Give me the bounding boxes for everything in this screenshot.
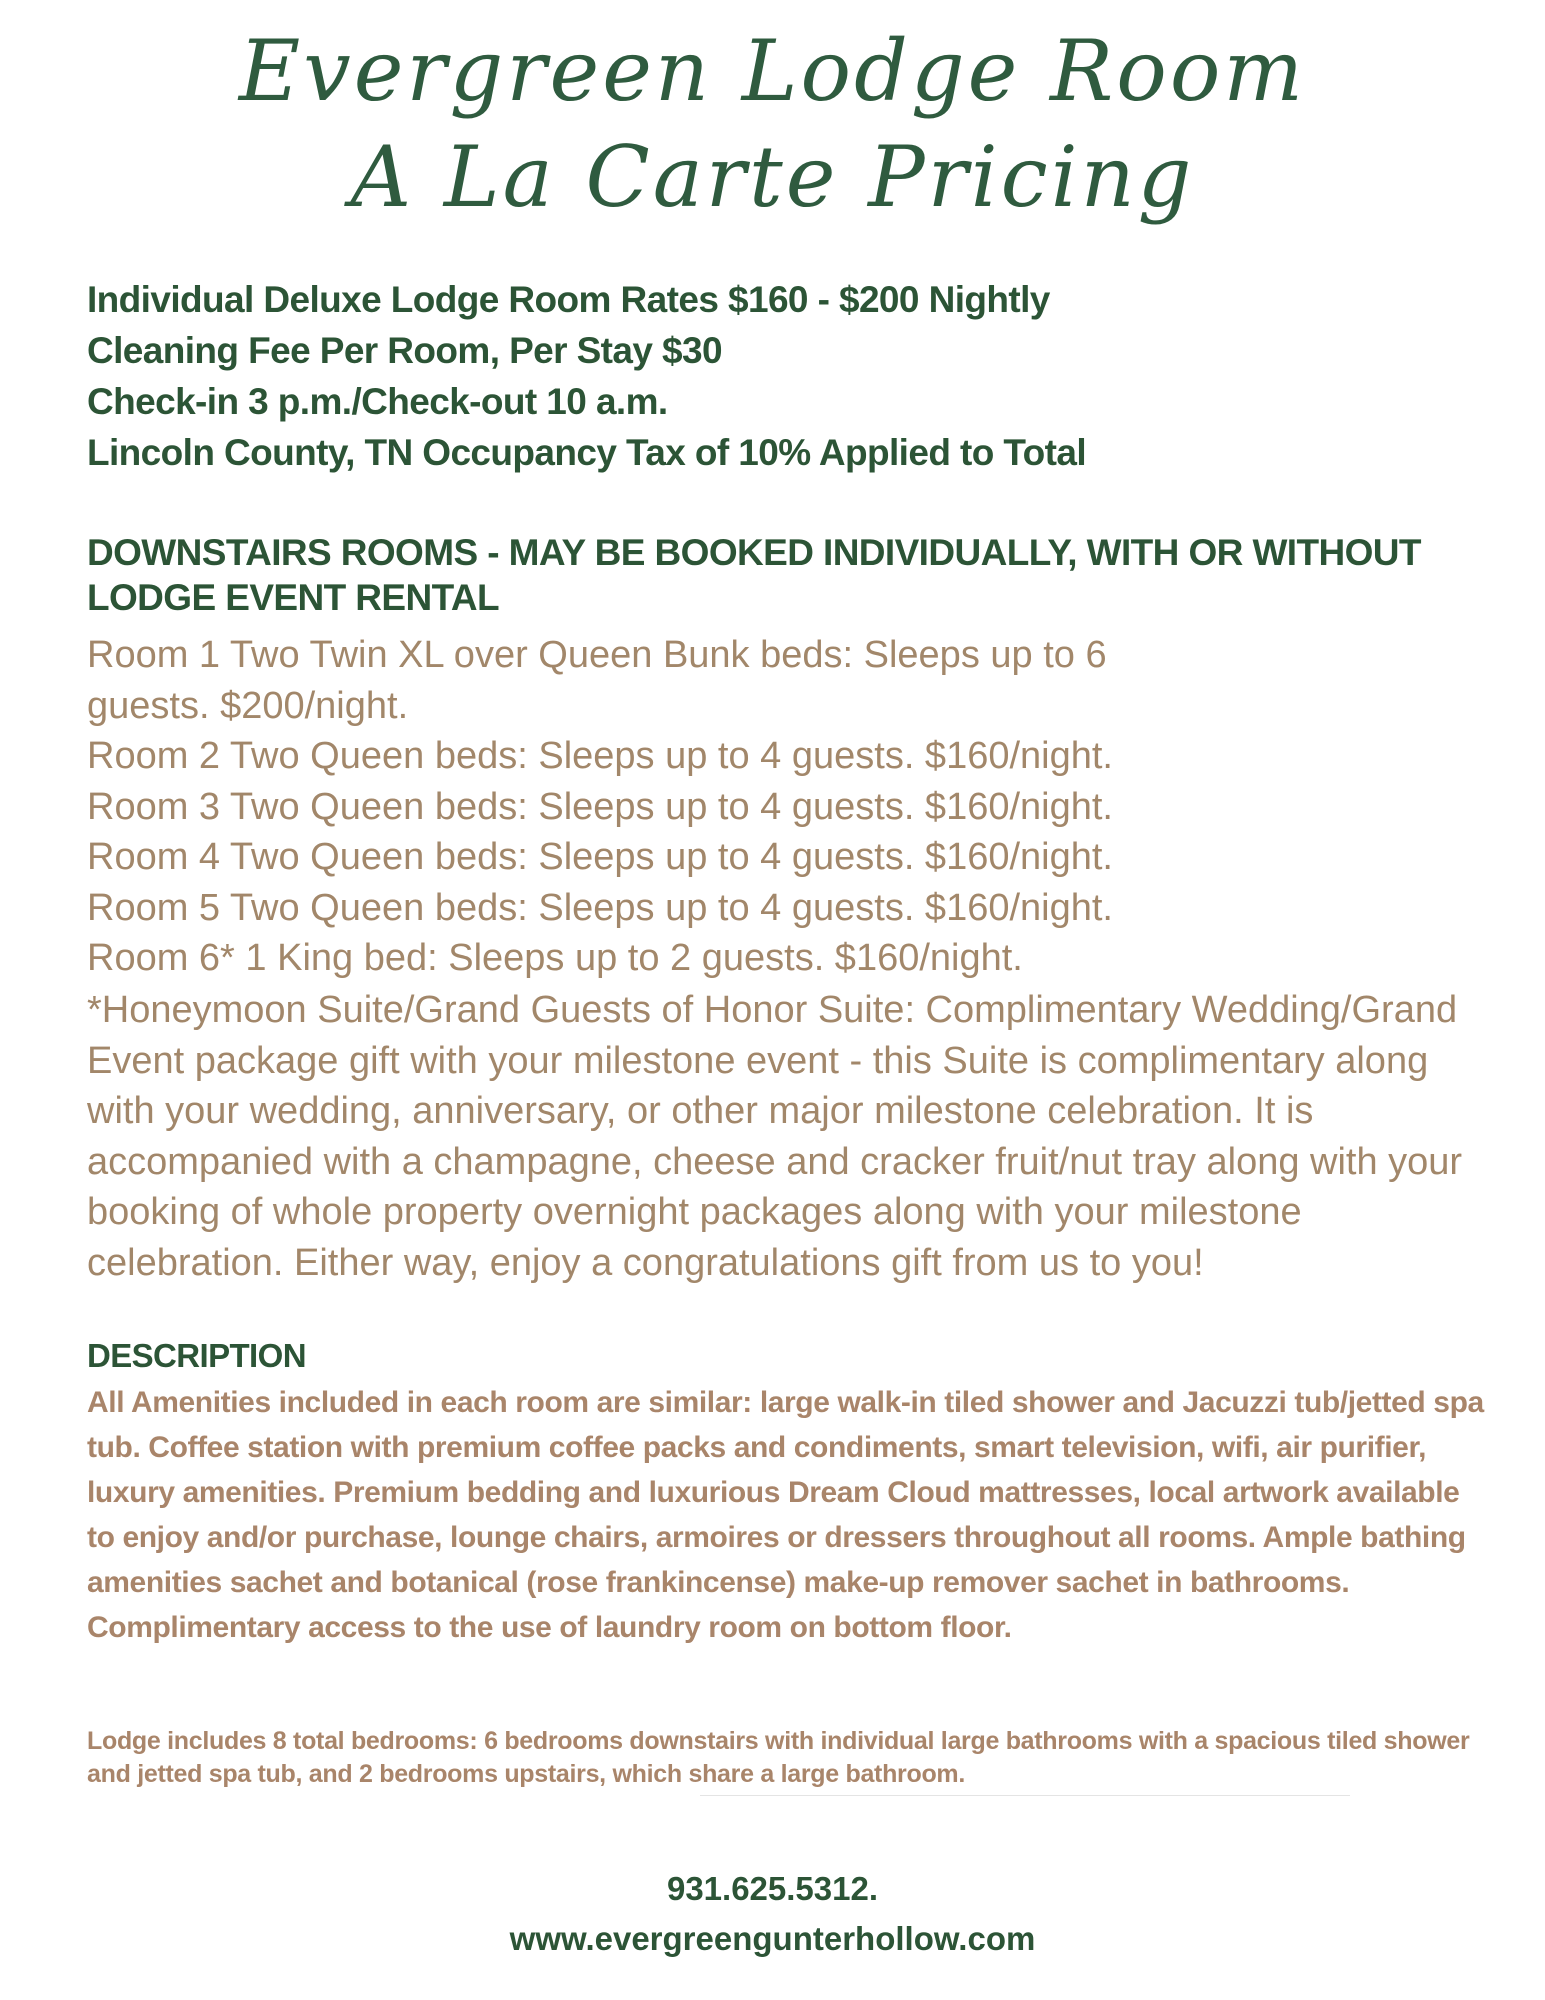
room-list	[87, 630, 1487, 984]
list-item: Room 2 Two Queen beds: Sleeps up to 4 guests. $160/night.	[87, 735, 1113, 777]
contact-phone: 931.625.5312.	[666, 1870, 879, 1907]
rate-info	[87, 274, 1487, 478]
list-item: Room 1 Two Twin XL over Queen Bunk beds: Sleeps up to 6	[87, 634, 1107, 676]
list-item: Room 5 Two Queen beds: Sleeps up to 4 guests. $160/night.	[87, 886, 1113, 929]
contact-website[interactable]: www.evergreengunterhollow.com	[509, 1920, 1036, 1957]
description-heading: DESCRIPTION	[87, 1337, 306, 1374]
downstairs-rooms-heading: DOWNSTAIRS ROOMS - MAY BE BOOKED INDIVIDUALLY, WITH OR WITHOUT LODGE EVENT RENTAL	[87, 532, 1421, 618]
check-in-out: Check-in 3 p.m./Check-out 10 a.m.	[87, 381, 668, 422]
title-line-2: A La Carte Pricing	[350, 128, 1195, 226]
list-item: Room 3 Two Queen beds: Sleeps up to 4 guests. $160/night.	[87, 785, 1113, 828]
list-item: Room 4 Two Queen beds: Sleeps up to 4 guests. $160/night.	[87, 836, 1113, 878]
lodge-bedrooms-note: Lodge includes 8 total bedrooms: 6 bedrooms downstairs with individual large bathrooms with a spacious tiled shower and jetted spa tub, and 2 bedrooms upstairs, which share a large bathroom.	[87, 1727, 1470, 1788]
description-body: All Amenities included in each room are similar: large walk-in tiled shower and Jacuzzi tub/jetted spa tub. Coffee station with premium coffee packs and condiments, smart television, wifi, air purifier, luxury amenities. Premium bedding and luxurious Dream Cloud mattresses, local artwork available to enjoy and/or purchase, lounge chairs, armoires or dressers throughout all rooms. Ample bathing amenities sachet and botanical (rose frankincense) make-up remover sachet in bathrooms. Complimentary access to the use of laundry room on bottom floor.	[87, 1386, 1484, 1644]
cleaning-fee: Cleaning Fee Per Room, Per Stay $30	[87, 330, 722, 371]
occupancy-tax: Lincoln County, TN Occupancy Tax of 10% Applied to Total	[87, 432, 1087, 473]
room-rates: Individual Deluxe Lodge Room Rates $160 - $200 Nightly	[87, 279, 1050, 320]
list-item: guests. $200/night.	[87, 684, 409, 727]
page-title	[0, 18, 1545, 230]
title-line-1: Evergreen Lodge Room	[238, 22, 1307, 120]
honeymoon-suite-note: *Honeymoon Suite/Grand Guests of Honor Suite: Complimentary Wedding/Grand Event package gift with your milestone event - this Suite is complimentary along with your wedding, anniversary, or other major milestone celebration. It is accompanied with a champagne, cheese and cracker fruit/nut tray along with your booking of whole property overnight packages along with your milestone celebration. Either way, enjoy a congratulations gift from us to you!	[87, 989, 1463, 1284]
divider	[700, 1795, 1350, 1796]
list-item: Room 6* 1 King bed: Sleeps up to 2 guests. $160/night.	[87, 937, 1023, 979]
